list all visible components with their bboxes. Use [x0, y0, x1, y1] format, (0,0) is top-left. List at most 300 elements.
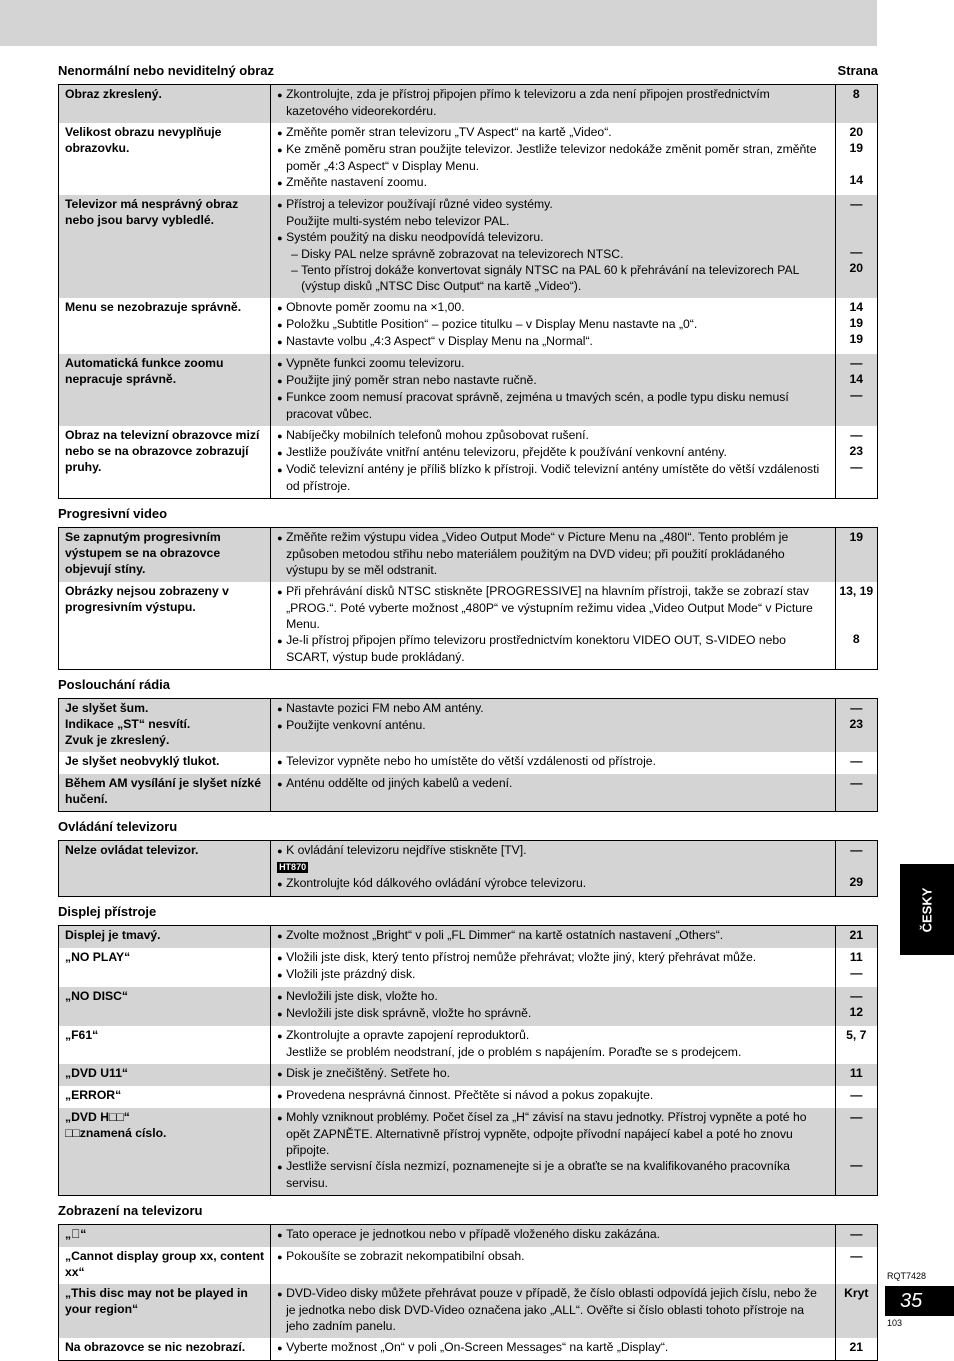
solution-bullet: [277, 775, 829, 792]
bullet-icon: ●: [277, 448, 283, 458]
bullet-icon: ●: [277, 1343, 283, 1353]
section-title: Ovládání televizoru: [58, 819, 178, 834]
bullet-icon: ●: [277, 1113, 283, 1123]
header-band: [0, 0, 877, 46]
problem-cell: [59, 987, 271, 1026]
table-row: [59, 1247, 878, 1284]
solution-bullet: [277, 949, 829, 966]
solution-bullet: [277, 124, 829, 141]
problem-text: „F61“: [65, 1028, 99, 1042]
solution-text: Ke změně poměru stran použijte televizor. Jestliže televizor nedokáže změnit poměr stran, změňte poměr „4:3 Aspect“ v Display Menu.: [286, 142, 817, 173]
solution-text: Nabíječky mobilních telefonů mohou způsobovat rušení.: [286, 428, 589, 442]
solution-cell: [271, 1338, 836, 1361]
table-row: [59, 752, 878, 774]
solution-text: Vložili jste prázdný disk.: [286, 967, 416, 981]
problem-cell: [59, 1225, 271, 1248]
solution-cell: [271, 298, 836, 354]
table-row: [59, 1108, 878, 1196]
problem-cell: [59, 426, 271, 499]
bullet-icon: ●: [277, 879, 283, 889]
solution-cell: [271, 987, 836, 1026]
page-ref: 13, 19: [839, 584, 874, 598]
page-ref-cell: [835, 1026, 877, 1064]
problem-text: „DVD U11“: [65, 1066, 128, 1080]
problem-text: „NO PLAY“: [65, 950, 131, 964]
problem-cell: [59, 1026, 271, 1064]
page-ref: 19: [849, 316, 864, 330]
troubleshooting-table: [58, 925, 878, 1196]
bullet-icon: ●: [277, 721, 283, 731]
page-ref: [838, 228, 875, 244]
solution-bullet: [277, 529, 829, 578]
page-ref: 21: [849, 928, 864, 942]
bullet-icon: ●: [277, 1252, 283, 1262]
page-ref: [838, 1125, 875, 1141]
problem-cell: [59, 354, 271, 426]
problem-cell: [59, 774, 271, 812]
solution-cell: [271, 1064, 836, 1086]
solution-cell: [271, 926, 836, 949]
section-title: Poslouchání rádia: [58, 677, 170, 692]
page-ref: —: [850, 428, 863, 442]
bullet-icon: ●: [277, 376, 283, 386]
solution-bullet: [277, 389, 829, 422]
solution-text: Vypněte funkci zoomu televizoru.: [286, 356, 465, 370]
problem-text: Obraz na televizní obrazovce mizí nebo se na obrazovce zobrazují pruhy.: [65, 428, 260, 474]
page-ref: [838, 156, 875, 172]
page-ref: —: [850, 1158, 863, 1172]
solution-cell: [271, 123, 836, 195]
problem-cell: [59, 1064, 271, 1086]
problem-text: Televizor má nesprávný obraz nebo jsou barvy vybledlé.: [65, 197, 239, 227]
problem-cell: [59, 528, 271, 583]
solution-text: Mohly vzniknout problémy. Počet čísel za „H“ závisí na stavu jednotky. Přístroj vypněte a poté ho opět ZAPNĚTE. Alternativně přístroj vypněte, odpojte přívodní napájecí kabel a poté ho znovu připojte.: [286, 1110, 807, 1157]
bullet-icon: ●: [277, 178, 283, 188]
bullet-icon: ●: [277, 233, 283, 243]
problem-text: Menu se nezobrazuje správně.: [65, 300, 242, 314]
page-ref: 19: [849, 332, 864, 346]
troubleshooting-table: [58, 698, 878, 812]
page-ref: —: [850, 1249, 863, 1263]
table-row: [59, 1225, 878, 1248]
solution-bullet: [277, 966, 829, 983]
problem-cell: [59, 948, 271, 987]
solution-bullet: [277, 1087, 829, 1104]
solution-cell: [271, 354, 836, 426]
problem-text: Velikost obrazu nevyplňuje obrazovku.: [65, 125, 222, 155]
solution-bullet: [277, 717, 829, 734]
page-ref: 11: [849, 950, 863, 964]
problem-text: „This disc may not be played in your region“: [65, 1286, 248, 1316]
bullet-icon: ●: [277, 846, 283, 856]
bullet-icon: ●: [277, 953, 283, 963]
page-ref: —: [850, 776, 863, 790]
bullet-icon: ●: [277, 359, 283, 369]
solution-text: Při přehrávání disků NTSC stiskněte [PROGRESSIVE] na hlavním přístroji, takže se zobrazí stav „PROG.“. Poté vyberte možnost „480P“ ve výstupním režimu videa „Video Output Mode“ v Picture Menu.: [286, 584, 813, 631]
solution-bullet: [277, 333, 829, 350]
solution-bullet: [277, 141, 829, 174]
solution-cell: [271, 1086, 836, 1108]
solution-bullet: [277, 461, 829, 494]
solution-cell: [271, 774, 836, 812]
bullet-icon: ●: [277, 303, 283, 313]
solution-text: Nevložili jste disk správně, vložte ho správně.: [286, 1006, 532, 1020]
solution-bullet: [277, 174, 829, 191]
dash-icon: –: [291, 247, 298, 261]
page-ref: 29: [849, 875, 864, 889]
solution-cell: [271, 528, 836, 583]
solution-text: Změňte poměr stran televizoru „TV Aspect“ na kartě „Video“.: [286, 125, 612, 139]
page-ref: 8: [852, 87, 860, 101]
solution-text: Jestliže používáte vnitřní anténu televizoru, přejděte k používání venkovní antény.: [286, 445, 727, 459]
problem-cell: [59, 1284, 271, 1338]
bullet-icon: ●: [277, 779, 283, 789]
page-number-box: [885, 1286, 954, 1316]
problem-text: □□znamená císlo.: [65, 1126, 167, 1140]
page-ref: 8: [852, 632, 860, 646]
problem-text: „DVD H□□“: [65, 1110, 130, 1124]
page-ref-cell: [835, 1225, 877, 1248]
solution-cell: [271, 1225, 836, 1248]
solution-cell: [271, 752, 836, 774]
solution-text: Pokoušíte se zobrazit nekompatibilní obsah.: [286, 1249, 525, 1263]
page-ref: —: [850, 843, 863, 857]
page-ref-cell: [835, 841, 877, 897]
problem-text: „⃠“: [65, 1227, 87, 1241]
page-ref: 11: [849, 1066, 863, 1080]
table-row: [59, 1086, 878, 1108]
solution-cell: [271, 1247, 836, 1284]
problem-text: „ERROR“: [65, 1088, 122, 1102]
solution-text: Tento přístroj dokáže konvertovat signály NTSC na PAL 60 k přehrávání na televizorech PAL (výstup disků „NTSC Disc Output“ na kartě „Video“).: [301, 263, 799, 293]
page-ref: 14: [849, 372, 864, 386]
solution-text: Jestliže servisní čísla nezmizí, poznamenejte si je a obraťte se na kvalifikovaného pracovníka servisu.: [286, 1159, 790, 1190]
bullet-icon: ●: [277, 337, 283, 347]
page-ref-cell: [835, 1284, 877, 1338]
solution-bullet: [277, 1285, 829, 1334]
problem-cell: [59, 1338, 271, 1361]
problem-cell: [59, 298, 271, 354]
page-ref: —: [850, 1110, 863, 1124]
solution-cell: [271, 195, 836, 298]
bullet-icon: ●: [277, 1069, 283, 1079]
bullet-icon: ●: [277, 431, 283, 441]
page-ref: 5, 7: [846, 1028, 867, 1042]
solution-text: Nevložili jste disk, vložte ho.: [286, 989, 438, 1003]
bullet-icon: ●: [277, 704, 283, 714]
section-header: [58, 676, 878, 694]
troubleshooting-table: [58, 84, 878, 499]
table-row: [59, 426, 878, 499]
page-ref-cell: [835, 1064, 877, 1086]
solution-text: Vodič televizní antény je příliš blízko k přístroji. Vodič televizní antény umístěte do větší vzdálenosti od přístroje.: [286, 462, 820, 493]
bullet-icon: ●: [277, 970, 283, 980]
language-tab: [900, 864, 954, 955]
page-ref: 23: [849, 444, 864, 458]
troubleshooting-table: [58, 527, 878, 670]
section-header: [58, 505, 878, 523]
solution-bullet: [277, 1005, 829, 1022]
bullet-icon: ●: [277, 636, 283, 646]
solution-bullet: [277, 583, 829, 632]
page-ref: 21: [849, 1340, 864, 1354]
page-ref-cell: [835, 752, 877, 774]
dash-icon: –: [291, 263, 298, 277]
table-row: [59, 1338, 878, 1361]
solution-cell: [271, 1108, 836, 1196]
solution-cell: [271, 948, 836, 987]
problem-text: Na obrazovce se nic nezobrazí.: [65, 1340, 246, 1354]
solution-bullet: [277, 632, 829, 665]
table-row: [59, 948, 878, 987]
problem-text: Nelze ovládat televizor.: [65, 843, 199, 857]
solution-text: Položku „Subtitle Position“ – pozice titulku – v Display Menu nastavte na „0“.: [286, 317, 698, 331]
page-ref: —: [850, 245, 863, 259]
page-ref: 12: [849, 1005, 864, 1019]
solution-text: Nastavte pozici FM nebo AM antény.: [286, 701, 484, 715]
table-row: [59, 774, 878, 812]
bullet-icon: ●: [277, 128, 283, 138]
page-column-header: Strana: [837, 63, 878, 78]
solution-text: Provedena nesprávná činnost. Přečtěte si návod a pokus zopakujte.: [286, 1088, 654, 1102]
solution-bullet: [277, 1027, 829, 1044]
bullet-icon: ●: [277, 145, 283, 155]
page-number: 35: [900, 1290, 923, 1312]
problem-cell: [59, 85, 271, 124]
solution-bullet: [277, 842, 829, 859]
section-header: [58, 818, 878, 836]
problem-text: „NO DISC“: [65, 989, 128, 1003]
solution-bullet: [277, 427, 829, 444]
solution-bullet: [277, 444, 829, 461]
solution-cell: [271, 699, 836, 753]
troubleshooting-content: [58, 62, 878, 1361]
solution-text: Zkontrolujte, zda je přístroj připojen přímo k televizoru a zda není připojen prostřednictvím kazetového videorekordéru.: [286, 87, 770, 118]
bullet-icon: ●: [277, 1091, 283, 1101]
page-ref-cell: [835, 426, 877, 499]
bullet-icon: ●: [277, 992, 283, 1002]
solution-cell: [271, 582, 836, 670]
solution-cell: [271, 426, 836, 499]
bullet-icon: ●: [277, 1289, 283, 1299]
table-row: [59, 298, 878, 354]
page-ref-cell: [835, 582, 877, 670]
solution-cell: [271, 841, 836, 897]
problem-cell: [59, 841, 271, 897]
page-ref: —: [850, 460, 863, 474]
table-row: [59, 841, 878, 897]
language-tab-label: ČESKY: [919, 887, 935, 932]
section-header: [58, 903, 878, 921]
bullet-icon: ●: [277, 320, 283, 330]
solution-text: Disky PAL nelze správně zobrazovat na televizorech NTSC.: [301, 247, 624, 261]
solution-text: Použijte jiný poměr stran nebo nastavte ručně.: [286, 373, 537, 387]
page-ref: —: [850, 1088, 863, 1102]
page-ref-cell: [835, 1247, 877, 1284]
section-title: Nenormální nebo neviditelný obraz: [58, 63, 274, 78]
page-ref: —: [850, 197, 863, 211]
solution-bullet: [277, 1248, 829, 1265]
bullet-icon: ●: [277, 393, 283, 403]
solution-text: Změňte nastavení zoomu.: [286, 175, 427, 189]
table-row: [59, 699, 878, 753]
problem-text: Během AM vysílání je slyšet nízké hučení.: [65, 776, 261, 806]
page-ref: [838, 1141, 875, 1157]
problem-cell: [59, 926, 271, 949]
solution-text: Použijte venkovní anténu.: [286, 718, 426, 732]
page-ref-cell: [835, 987, 877, 1026]
page-ref-cell: [835, 1108, 877, 1196]
troubleshooting-table: [58, 1224, 878, 1361]
solution-bullet: [277, 355, 829, 372]
section-header: [58, 62, 878, 80]
solution-text: Zkontrolujte kód dálkového ovládání výrobce televizoru.: [286, 876, 587, 890]
problem-cell: [59, 699, 271, 753]
bullet-icon: ●: [277, 757, 283, 767]
solution-text: Disk je znečištěný. Setřete ho.: [286, 1066, 450, 1080]
problem-cell: [59, 1247, 271, 1284]
page-ref: —: [850, 1227, 863, 1241]
page-ref-cell: [835, 85, 877, 124]
table-row: [59, 987, 878, 1026]
solution-bullet: [277, 927, 829, 944]
problem-text: Je slyšet šum.: [65, 701, 149, 715]
table-row: [59, 85, 878, 124]
solution-text: Obnovte poměr zoomu na ×1,00.: [286, 300, 465, 314]
page-ref: [838, 212, 875, 228]
solution-text: Systém použitý na disku neodpovídá televizoru.: [286, 230, 544, 244]
bullet-icon: ●: [277, 1009, 283, 1019]
problem-text: Automatická funkce zoomu nepracuje správně.: [65, 356, 224, 386]
page-ref: 14: [849, 300, 864, 314]
page-ref-cell: [835, 926, 877, 949]
problem-text: Obraz zkreslený.: [65, 87, 162, 101]
problem-cell: [59, 195, 271, 298]
page-ref-cell: [835, 123, 877, 195]
page-ref: [838, 599, 875, 615]
solution-text: Vložili jste disk, který tento přístroj nemůže přehrávat; vložte jiný, který přehrávat může.: [286, 950, 757, 964]
solution-text: Anténu oddělte od jiných kabelů a vedení.: [286, 776, 513, 790]
solution-bullet: [277, 875, 829, 892]
solution-cell: [271, 1026, 836, 1064]
solution-bullet: [277, 372, 829, 389]
problem-text: Se zapnutým progresivním výstupem se na obrazovce objevují stíny.: [65, 530, 221, 576]
solution-text: Nastavte volbu „4:3 Aspect“ v Display Menu na „Normal“.: [286, 334, 593, 348]
solution-bullet: [277, 753, 829, 770]
section-title: Zobrazení na televizoru: [58, 1203, 203, 1218]
problem-text: „Cannot display group xx, content xx“: [65, 1249, 265, 1279]
bullet-icon: ●: [277, 1230, 283, 1240]
page-ref-cell: [835, 699, 877, 753]
page-ref-cell: [835, 354, 877, 426]
page-ref: —: [850, 701, 863, 715]
solution-bullet: [277, 1065, 829, 1082]
page-ref-cell: [835, 298, 877, 354]
page-ref-cell: [835, 1338, 877, 1361]
sub-page-number: 103: [887, 1318, 903, 1328]
table-row: [59, 123, 878, 195]
bullet-icon: ●: [277, 200, 283, 210]
table-row: [59, 926, 878, 949]
solution-text: DVD-Video disky můžete přehrávat pouze v případě, že číslo oblasti odpovídá jejich číslu, nebo že je jednotka nebo disk DVD-Video označena jako „ALL“. Ověřte si číslo oblasti tohoto přístroje na jeho zadním panelu.: [286, 1286, 817, 1333]
page-ref-cell: [835, 528, 877, 583]
bullet-icon: ●: [277, 587, 283, 597]
bullet-icon: ●: [277, 465, 283, 475]
solution-bullet: [277, 1339, 829, 1356]
solution-bullet: [277, 1158, 829, 1191]
solution-text: Je-li přístroj připojen přímo televizoru prostřednictvím konektoru VIDEO OUT, S-VIDEO nebo SCART, výstup bude prokládaný.: [286, 633, 786, 664]
page-ref-cell: [835, 195, 877, 298]
solution-text: Tato operace je jednotkou nebo v případě vloženého disku zakázána.: [286, 1227, 661, 1241]
page-ref: —: [850, 966, 863, 980]
page-ref: —: [850, 388, 863, 402]
solution-bullet: [277, 316, 829, 333]
page-ref: 19: [849, 530, 864, 544]
page-ref: —: [850, 356, 863, 370]
bullet-icon: ●: [277, 533, 283, 543]
problem-cell: [59, 1108, 271, 1196]
section-title: Progresivní video: [58, 506, 168, 521]
page-ref: —: [850, 989, 863, 1003]
solution-cell: [271, 85, 836, 124]
table-row: [59, 582, 878, 670]
solution-text: Zkontrolujte a opravte zapojení reproduktorů.: [286, 1028, 530, 1042]
section-title: Displej přístroje: [58, 904, 157, 919]
problem-cell: [59, 1086, 271, 1108]
solution-bullet: [277, 988, 829, 1005]
solution-bullet: [277, 1226, 829, 1243]
table-row: [59, 195, 878, 298]
problem-text: Indikace „ST“ nesvítí.: [65, 717, 191, 731]
page-ref: 19: [849, 141, 864, 155]
page-ref: [838, 858, 875, 874]
page-ref-cell: [835, 948, 877, 987]
problem-text: Zvuk je zkreslený.: [65, 733, 170, 747]
solution-text: Přístroj a televizor používají různé video systémy.: [286, 197, 553, 211]
bullet-icon: ●: [277, 1162, 283, 1172]
page-ref: [838, 615, 875, 631]
troubleshooting-table: [58, 840, 878, 897]
document-code: RQT7428: [887, 1271, 927, 1281]
solution-cell: [271, 1284, 836, 1338]
solution-text: Funkce zoom nemusí pracovat správně, zejména u tmavých scén, a podle typu disku nemusí pracovat vůbec.: [286, 390, 789, 421]
page-ref: Kryt: [844, 1286, 869, 1300]
section-header: [58, 1202, 878, 1220]
solution-text: Televizor vypněte nebo ho umístěte do větší vzdálenosti od přístroje.: [286, 754, 656, 768]
table-row: [59, 1064, 878, 1086]
solution-subitem: [277, 246, 829, 262]
problem-cell: [59, 752, 271, 774]
page-ref: —: [850, 754, 863, 768]
solution-bullet: [277, 299, 829, 316]
problem-text: Obrázky nejsou zobrazeny v progresivním výstupu.: [65, 584, 229, 614]
table-row: [59, 354, 878, 426]
solution-text: K ovládání televizoru nejdříve stiskněte [TV].: [286, 843, 527, 857]
page-ref: 14: [849, 173, 864, 187]
page-ref: 20: [849, 261, 864, 275]
problem-cell: [59, 123, 271, 195]
solution-text: Zvolte možnost „Bright“ v poli „FL Dimmer“ na kartě ostatních nastavení „Others“.: [286, 928, 724, 942]
solution-text: Změňte režim výstupu videa „Video Output Mode“ v Picture Menu na „480I“. Tento problém je způsoben metodou střihu nebo materiálem použitým na DVD videu; při použití prokládaného výstupu by se měl odstranit.: [286, 530, 789, 577]
solution-text: Jestliže se problém neodstraní, jde o problém s napájením. Poraďte se s prodejcem.: [286, 1045, 742, 1059]
solution-bullet: [277, 229, 829, 246]
solution-bullet: [277, 1109, 829, 1158]
model-tag: HT870: [279, 862, 307, 873]
table-row: [59, 1284, 878, 1338]
bullet-icon: ●: [277, 1031, 283, 1041]
solution-subitem: [277, 262, 829, 294]
page-ref: 23: [849, 717, 864, 731]
